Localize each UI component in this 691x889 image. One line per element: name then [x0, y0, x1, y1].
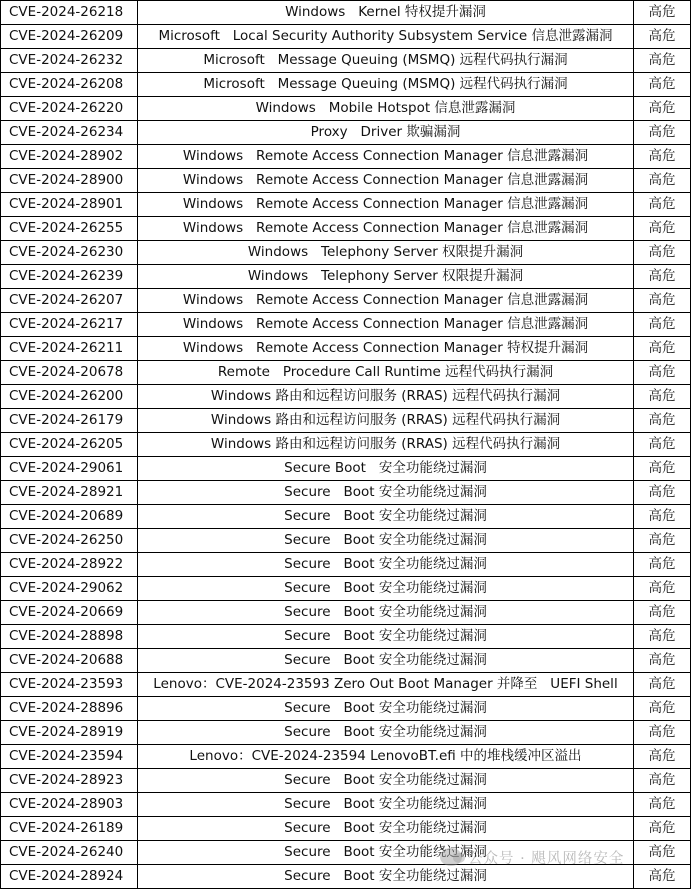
table-row — [1, 817, 691, 841]
description-cell: Secure Boot 安全功能绕过漏洞 — [138, 577, 634, 601]
description-cell: Secure Boot 安全功能绕过漏洞 — [138, 601, 634, 625]
severity-cell: 高危 — [634, 505, 691, 529]
severity-cell: 高危 — [634, 457, 691, 481]
cve-id-cell: CVE-2024-26179 — [1, 409, 138, 433]
cve-id-cell: CVE-2024-20678 — [1, 361, 138, 385]
table-row — [1, 673, 691, 697]
table-row — [1, 313, 691, 337]
table-row — [1, 97, 691, 121]
severity-cell: 高危 — [634, 25, 691, 49]
severity-cell: 高危 — [634, 313, 691, 337]
description-cell: Secure Boot 安全功能绕过漏洞 — [138, 841, 634, 865]
cve-id-cell: CVE-2024-26208 — [1, 73, 138, 97]
cve-id-cell: CVE-2024-28900 — [1, 169, 138, 193]
cve-id-cell: CVE-2024-26239 — [1, 265, 138, 289]
cve-id-cell: CVE-2024-26189 — [1, 817, 138, 841]
description-cell: Windows Remote Access Connection Manager 信息泄露漏洞 — [138, 289, 634, 313]
table-row — [1, 265, 691, 289]
table-row — [1, 217, 691, 241]
table-row — [1, 457, 691, 481]
table-row — [1, 193, 691, 217]
table-row — [1, 649, 691, 673]
table-row — [1, 361, 691, 385]
severity-cell: 高危 — [634, 361, 691, 385]
description-cell: Lenovo：CVE-2024-23593 Zero Out Boot Manager 并降至 UEFI Shell — [138, 673, 634, 697]
cve-id-cell: CVE-2024-28919 — [1, 721, 138, 745]
cve-id-cell: CVE-2024-26234 — [1, 121, 138, 145]
description-cell: Windows 路由和远程访问服务 (RRAS) 远程代码执行漏洞 — [138, 409, 634, 433]
cve-id-cell: CVE-2024-23593 — [1, 673, 138, 697]
severity-cell: 高危 — [634, 649, 691, 673]
table-row — [1, 1, 691, 25]
table-row — [1, 841, 691, 865]
table-row — [1, 697, 691, 721]
severity-cell: 高危 — [634, 745, 691, 769]
description-cell: Proxy Driver 欺骗漏洞 — [138, 121, 634, 145]
description-cell: Windows Remote Access Connection Manager 信息泄露漏洞 — [138, 193, 634, 217]
severity-cell: 高危 — [634, 625, 691, 649]
table-row — [1, 121, 691, 145]
vulnerability-table-body — [1, 1, 691, 889]
severity-cell: 高危 — [634, 601, 691, 625]
description-cell: Lenovo：CVE-2024-23594 LenovoBT.efi 中的堆栈缓冲区溢出 — [138, 745, 634, 769]
cve-id-cell: CVE-2024-28902 — [1, 145, 138, 169]
severity-cell: 高危 — [634, 241, 691, 265]
cve-id-cell: CVE-2024-28922 — [1, 553, 138, 577]
severity-cell: 高危 — [634, 145, 691, 169]
description-cell: Windows Mobile Hotspot 信息泄露漏洞 — [138, 97, 634, 121]
description-cell: Secure Boot 安全功能绕过漏洞 — [138, 697, 634, 721]
description-cell: Secure Boot 安全功能绕过漏洞 — [138, 769, 634, 793]
severity-cell: 高危 — [634, 217, 691, 241]
cve-id-cell: CVE-2024-26250 — [1, 529, 138, 553]
severity-cell: 高危 — [634, 529, 691, 553]
severity-cell: 高危 — [634, 409, 691, 433]
description-cell: Windows Telephony Server 权限提升漏洞 — [138, 241, 634, 265]
severity-cell: 高危 — [634, 73, 691, 97]
description-cell: Secure Boot 安全功能绕过漏洞 — [138, 505, 634, 529]
severity-cell: 高危 — [634, 193, 691, 217]
table-row — [1, 241, 691, 265]
description-cell: Secure Boot 安全功能绕过漏洞 — [138, 865, 634, 889]
table-row — [1, 721, 691, 745]
cve-id-cell: CVE-2024-26218 — [1, 1, 138, 25]
severity-cell: 高危 — [634, 721, 691, 745]
table-row — [1, 577, 691, 601]
cve-id-cell: CVE-2024-28924 — [1, 865, 138, 889]
cve-id-cell: CVE-2024-26230 — [1, 241, 138, 265]
description-cell: Windows 路由和远程访问服务 (RRAS) 远程代码执行漏洞 — [138, 385, 634, 409]
table-row — [1, 73, 691, 97]
severity-cell: 高危 — [634, 553, 691, 577]
severity-cell: 高危 — [634, 841, 691, 865]
description-cell: Secure Boot 安全功能绕过漏洞 — [138, 817, 634, 841]
severity-cell: 高危 — [634, 769, 691, 793]
table-row — [1, 409, 691, 433]
table-row — [1, 793, 691, 817]
description-cell: Windows 路由和远程访问服务 (RRAS) 远程代码执行漏洞 — [138, 433, 634, 457]
cve-id-cell: CVE-2024-20689 — [1, 505, 138, 529]
severity-cell: 高危 — [634, 385, 691, 409]
table-row — [1, 49, 691, 73]
table-row — [1, 553, 691, 577]
cve-id-cell: CVE-2024-20669 — [1, 601, 138, 625]
cve-id-cell: CVE-2024-20688 — [1, 649, 138, 673]
cve-id-cell: CVE-2024-29062 — [1, 577, 138, 601]
severity-cell: 高危 — [634, 481, 691, 505]
cve-id-cell: CVE-2024-29061 — [1, 457, 138, 481]
description-cell: Secure Boot 安全功能绕过漏洞 — [138, 553, 634, 577]
description-cell: Windows Telephony Server 权限提升漏洞 — [138, 265, 634, 289]
description-cell: Secure Boot 安全功能绕过漏洞 — [138, 649, 634, 673]
cve-id-cell: CVE-2024-28898 — [1, 625, 138, 649]
severity-cell: 高危 — [634, 793, 691, 817]
table-row — [1, 385, 691, 409]
watermark-text: 公众号 · 飓风网络安全 — [468, 850, 625, 867]
severity-cell: 高危 — [634, 817, 691, 841]
table-row — [1, 529, 691, 553]
cve-id-cell: CVE-2024-26211 — [1, 337, 138, 361]
table-row — [1, 337, 691, 361]
table-row — [1, 505, 691, 529]
description-cell: Secure Boot 安全功能绕过漏洞 — [138, 625, 634, 649]
description-cell: Windows Kernel 特权提升漏洞 — [138, 1, 634, 25]
severity-cell: 高危 — [634, 697, 691, 721]
severity-cell: 高危 — [634, 1, 691, 25]
severity-cell: 高危 — [634, 865, 691, 889]
severity-cell: 高危 — [634, 265, 691, 289]
cve-id-cell: CVE-2024-26220 — [1, 97, 138, 121]
description-cell: Microsoft Local Security Authority Subsystem Service 信息泄露漏洞 — [138, 25, 634, 49]
description-cell: Secure Boot 安全功能绕过漏洞 — [138, 793, 634, 817]
cve-id-cell: CVE-2024-26217 — [1, 313, 138, 337]
description-cell: Windows Remote Access Connection Manager 信息泄露漏洞 — [138, 313, 634, 337]
description-cell: Secure Boot 安全功能绕过漏洞 — [138, 457, 634, 481]
severity-cell: 高危 — [634, 289, 691, 313]
description-cell: Secure Boot 安全功能绕过漏洞 — [138, 721, 634, 745]
description-cell: Secure Boot 安全功能绕过漏洞 — [138, 529, 634, 553]
table-row — [1, 481, 691, 505]
severity-cell: 高危 — [634, 577, 691, 601]
description-cell: Windows Remote Access Connection Manager 信息泄露漏洞 — [138, 145, 634, 169]
cve-id-cell: CVE-2024-23594 — [1, 745, 138, 769]
table-row — [1, 169, 691, 193]
description-cell: Windows Remote Access Connection Manager 信息泄露漏洞 — [138, 217, 634, 241]
table-row — [1, 145, 691, 169]
table-row — [1, 625, 691, 649]
cve-id-cell: CVE-2024-26200 — [1, 385, 138, 409]
severity-cell: 高危 — [634, 121, 691, 145]
severity-cell: 高危 — [634, 97, 691, 121]
cve-id-cell: CVE-2024-28923 — [1, 769, 138, 793]
cve-id-cell: CVE-2024-26205 — [1, 433, 138, 457]
table-row — [1, 601, 691, 625]
severity-cell: 高危 — [634, 433, 691, 457]
cve-id-cell: CVE-2024-28896 — [1, 697, 138, 721]
description-cell: Microsoft Message Queuing (MSMQ) 远程代码执行漏洞 — [138, 49, 634, 73]
severity-cell: 高危 — [634, 673, 691, 697]
cve-id-cell: CVE-2024-26232 — [1, 49, 138, 73]
cve-id-cell: CVE-2024-26240 — [1, 841, 138, 865]
table-row — [1, 289, 691, 313]
description-cell: Windows Remote Access Connection Manager 信息泄露漏洞 — [138, 169, 634, 193]
cve-id-cell: CVE-2024-28903 — [1, 793, 138, 817]
table-row — [1, 25, 691, 49]
cve-id-cell: CVE-2024-28921 — [1, 481, 138, 505]
cve-id-cell: CVE-2024-26207 — [1, 289, 138, 313]
table-row — [1, 865, 691, 889]
cve-id-cell: CVE-2024-28901 — [1, 193, 138, 217]
severity-cell: 高危 — [634, 49, 691, 73]
table-row — [1, 745, 691, 769]
description-cell: Microsoft Message Queuing (MSMQ) 远程代码执行漏洞 — [138, 73, 634, 97]
description-cell: Windows Remote Access Connection Manager 特权提升漏洞 — [138, 337, 634, 361]
table-row — [1, 769, 691, 793]
description-cell: Secure Boot 安全功能绕过漏洞 — [138, 481, 634, 505]
cve-id-cell: CVE-2024-26209 — [1, 25, 138, 49]
description-cell: Remote Procedure Call Runtime 远程代码执行漏洞 — [138, 361, 634, 385]
table-row — [1, 433, 691, 457]
severity-cell: 高危 — [634, 337, 691, 361]
severity-cell: 高危 — [634, 169, 691, 193]
cve-id-cell: CVE-2024-26255 — [1, 217, 138, 241]
